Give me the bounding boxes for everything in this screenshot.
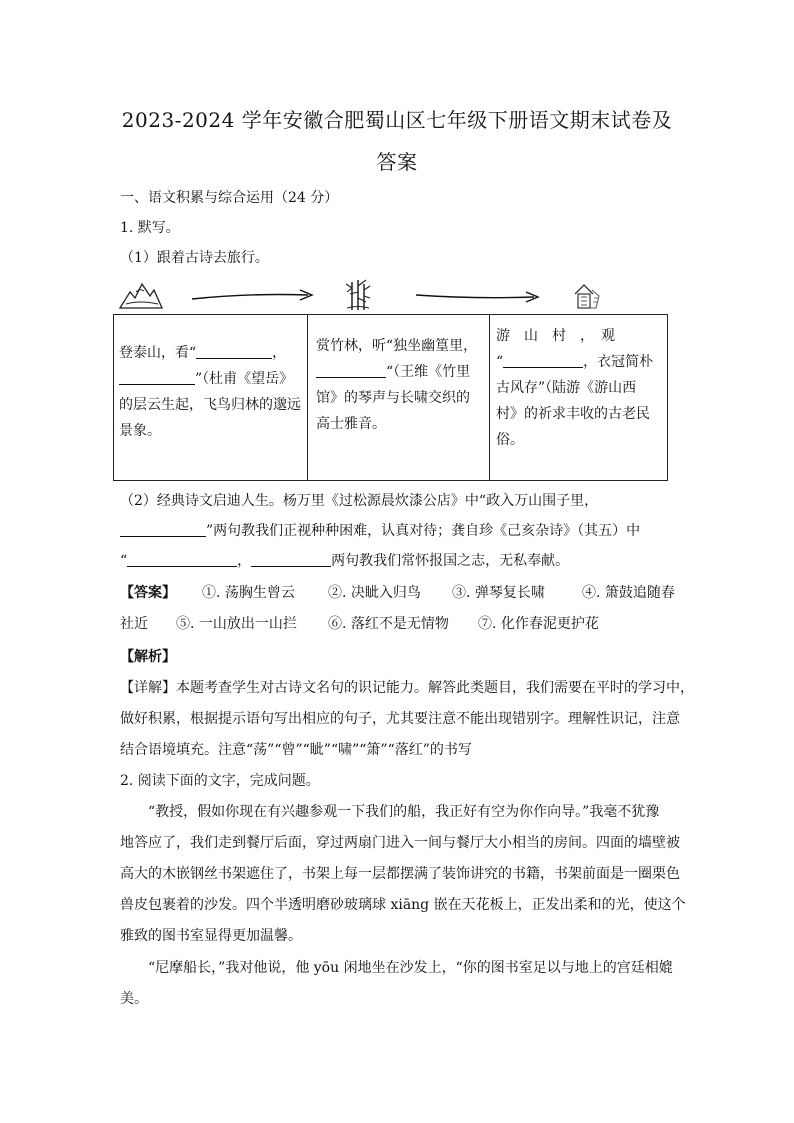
sub2-quote: “ xyxy=(120,553,128,569)
table-cell-village xyxy=(490,315,668,480)
passage-p2-line1: “尼摩船长，”我对他说，他 yōu 闲地坐在沙发上，“你的图书室足以与地上的宫廷相媲 xyxy=(148,960,673,976)
document-title-line1: 2023-2024 学年安徽合肥蜀山区七年级下册语文期末试卷及 xyxy=(121,108,673,132)
answer-row-1 xyxy=(120,582,675,602)
passage-p2-line2: 美。 xyxy=(120,991,148,1007)
poem-travel-table xyxy=(113,314,668,481)
answer-label: 【答案】 xyxy=(120,585,176,601)
sub2-line3-text: 两句教我们常怀报国之志，无私奉献。 xyxy=(331,553,570,569)
table-cell-bamboo xyxy=(308,315,490,480)
cell1-text-a-end: ， xyxy=(272,345,287,361)
blank-2[interactable] xyxy=(119,370,195,385)
answer-item-6: ⑥. 落红不是无情物 xyxy=(328,616,449,632)
bamboo-icon xyxy=(344,278,372,312)
sub2-comma: ， xyxy=(237,553,252,569)
arrow-1 xyxy=(190,287,320,303)
cell1-text-d: 景象。 xyxy=(119,423,161,439)
question-1-label: 1. 默写。 xyxy=(120,220,180,236)
answer-item-4-cont: 社近 xyxy=(120,616,148,632)
answer-item-1: ①. 荡胸生曾云 xyxy=(202,585,295,601)
cell3-text-d: 村》的祈求丰收的古老民 xyxy=(496,406,650,422)
answer-item-3: ③. 弹琴复长啸 xyxy=(452,585,545,601)
answer-item-2: ②. 决眦入归鸟 xyxy=(328,585,421,601)
blank-3[interactable] xyxy=(316,363,386,378)
answer-item-4: ④. 箫鼓追随春 xyxy=(582,585,675,601)
blank-5[interactable] xyxy=(120,522,206,537)
question-1-sub1: （1）跟着古诗去旅行。 xyxy=(120,250,269,266)
blank-6[interactable] xyxy=(127,552,237,567)
cell2-text-d: 高士雅音。 xyxy=(316,416,386,432)
mountain-icon xyxy=(118,278,164,310)
question-1-sub2-line1: （2）经典诗文启迪人生。杨万里《过松源晨炊漆公店》中“政入万山围子里， xyxy=(120,493,599,509)
passage-p1-line3: 高大的木嵌钢丝书架遮住了，书架上每一层都摆满了装饰讲究的书籍，书架前面是一圈栗色 xyxy=(120,866,680,882)
section-heading: 一、语文积累与综合运用（24 分） xyxy=(120,190,339,206)
cell3-quote: “ xyxy=(496,354,504,370)
sub2-line2-text: ”两句教我们正视种种困难，认真对待；龚自珍《己亥杂诗》（其五）中 xyxy=(206,523,641,539)
detail-line-3: 结合语境填充。注意“荡”“曾”“眦”“啸”“箫”“落红”的书写 xyxy=(120,742,472,758)
blank-7[interactable] xyxy=(251,552,331,567)
village-icon xyxy=(572,280,602,312)
cell3-text-b: ，衣冠简朴 xyxy=(583,354,654,370)
cell3-text-e: 俗。 xyxy=(496,432,524,448)
cell1-text-a: 登泰山，看“ xyxy=(119,345,197,361)
blank-4[interactable] xyxy=(503,353,583,368)
cell2-text-a: 赏竹林，听“独坐幽篁里， xyxy=(316,338,478,354)
passage-p1-line1: “教授，假如你现在有兴趣参观一下我们的船，我正好有空为你作向导。”我毫不犹豫 xyxy=(148,804,660,820)
answer-row-2 xyxy=(120,613,599,633)
detail-line-2: 做好积累，根据提示语句写出相应的句子，尤其要注意不能出现错别字。理解性识记，注意 xyxy=(120,711,680,727)
blank-1[interactable] xyxy=(196,344,272,359)
answer-item-5: ⑤. 一山放出一山拦 xyxy=(176,616,297,632)
detail-line-1: 【详解】本题考查学生对古诗文名句的识记能力。解答此类题目，我们需要在平时的学习中， xyxy=(120,680,694,696)
passage-p1-line4: 兽皮包裹着的沙发。四个半透明磨砂玻璃球 xiāng 嵌在天花板上，正发出柔和的光，使这个 xyxy=(120,897,686,913)
document-title-line2: 答案 xyxy=(376,150,418,174)
passage-p1-line5: 雅致的图书室显得更加温馨。 xyxy=(120,928,302,944)
cell1-text-c: 的层云生起，飞鸟归林的邈远 xyxy=(119,397,301,413)
answer-item-7: ⑦. 化作春泥更护花 xyxy=(478,616,599,632)
cell3-text-c: 古风存”（陆游《游山西 xyxy=(496,380,637,396)
question-1-sub2-line2 xyxy=(120,520,640,540)
cell2-text-c: 馆》的琴声与长啸交织的 xyxy=(316,390,470,406)
question-1-sub2-line3 xyxy=(120,550,569,570)
passage-p1-line2: 地答应了，我们走到餐厅后面，穿过两扇门进入一间与餐厅大小相当的房间。四面的墙壁被 xyxy=(120,835,680,851)
cell2-text-b: “（王维《竹里 xyxy=(386,364,471,380)
cell1-text-b: ”（杜甫《望岳》 xyxy=(195,371,294,387)
analysis-label: 【解析】 xyxy=(120,649,176,665)
arrow-2 xyxy=(414,287,546,303)
table-cell-mount-tai xyxy=(114,315,308,480)
question-2-label: 2. 阅读下面的文字，完成问题。 xyxy=(120,773,320,789)
cell3-text-a: 游 山 村 ， 观 xyxy=(496,328,615,344)
